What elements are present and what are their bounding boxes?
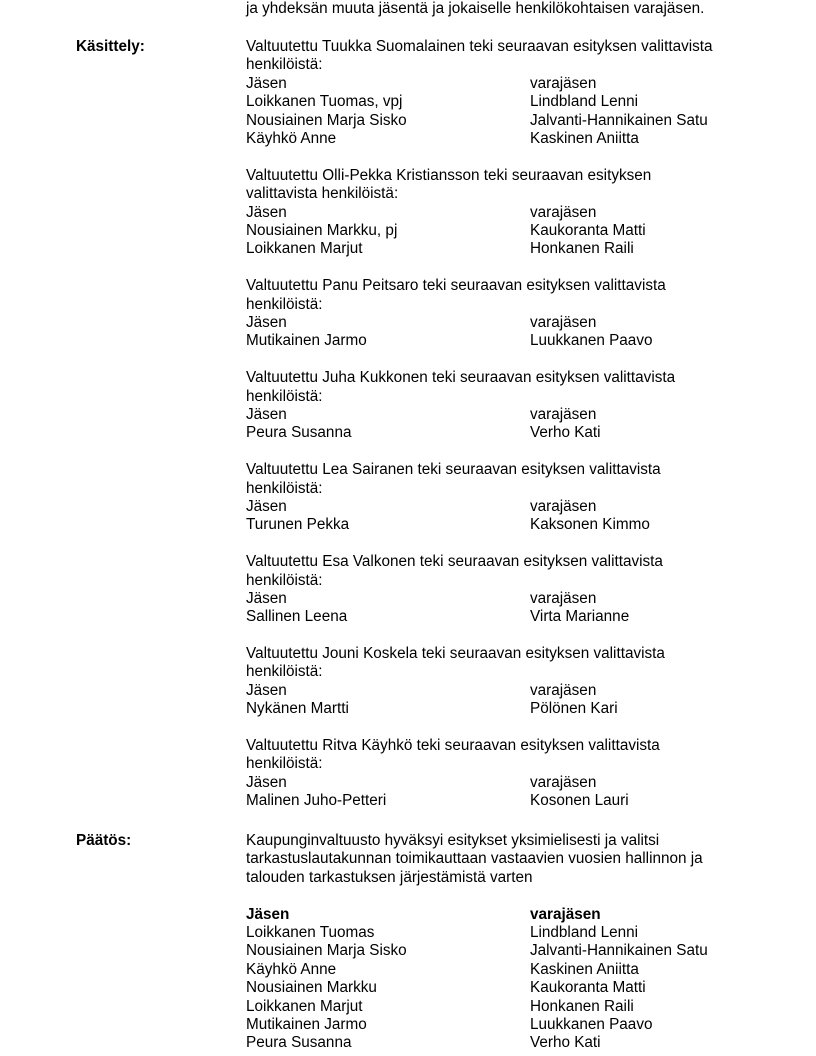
deputy-name: Verho Kati — [530, 424, 601, 442]
kasittely-label: Käsittely: — [76, 38, 145, 55]
member-name: Loikkanen Tuomas, vpj — [246, 93, 403, 111]
proposal-row — [246, 424, 766, 442]
proposal-block — [246, 38, 766, 148]
deputy-name: Honkanen Raili — [530, 240, 634, 258]
proposal-header-row — [246, 75, 766, 93]
member-header: Jäsen — [246, 773, 287, 791]
proposal-text: Valtuutettu Tuukka Suomalainen teki seuraavan esityksen valittavista henkilöistä: — [246, 38, 713, 74]
proposal-row — [246, 700, 766, 718]
decision-text: Kaupunginvaltuusto hyväksyi esitykset yksimielisesti ja valitsi tarkastuslautakunnan toimikauttaan vastaavien vuosien hallinnon ja talouden tarkastuksen järjestämistä varten — [246, 832, 703, 886]
proposal-text: Valtuutettu Ritva Käyhkö teki seuraavan esityksen valittavista henkilöistä: — [246, 737, 660, 773]
proposal-block — [246, 369, 766, 443]
deputy-header: varajäsen — [530, 681, 597, 699]
proposal-row — [246, 608, 766, 626]
decision-rows — [246, 924, 766, 1053]
deputy-name: Kosonen Lauri — [530, 792, 629, 810]
member-name: Peura Susanna — [246, 1034, 352, 1052]
proposal-header-row — [246, 774, 766, 792]
deputy-header: varajäsen — [530, 203, 597, 221]
member-name: Nykänen Martti — [246, 700, 349, 718]
member-name: Malinen Juho-Petteri — [246, 792, 387, 810]
proposal-block — [246, 167, 766, 259]
member-header: Jäsen — [246, 203, 287, 221]
proposal-row — [246, 93, 766, 111]
deputy-name: Virta Marianne — [530, 608, 630, 626]
member-header: Jäsen — [246, 589, 287, 607]
decision-row — [246, 998, 766, 1016]
member-header: Jäsen — [246, 405, 287, 423]
proposal-text: Valtuutettu Panu Peitsaro teki seuraavan esityksen valittavista henkilöistä: — [246, 277, 666, 313]
deputy-header: varajäsen — [530, 497, 597, 515]
deputy-name: Honkanen Raili — [530, 997, 634, 1015]
member-header: Jäsen — [246, 74, 287, 92]
member-name: Mutikainen Jarmo — [246, 332, 367, 350]
decision-header-row — [246, 906, 766, 924]
decision-row — [246, 1016, 766, 1034]
deputy-name: Pölönen Kari — [530, 700, 618, 718]
member-name: Loikkanen Marjut — [246, 997, 363, 1015]
member-name: Loikkanen Tuomas — [246, 924, 375, 941]
deputy-name: Kaskinen Aniitta — [530, 129, 639, 147]
member-name: Mutikainen Jarmo — [246, 1015, 367, 1033]
proposal-block — [246, 553, 766, 627]
member-header: Jäsen — [246, 905, 290, 923]
decision-row — [246, 1034, 766, 1052]
proposal-header-row — [246, 204, 766, 222]
member-header: Jäsen — [246, 681, 287, 699]
proposal-row — [246, 792, 766, 810]
member-name: Nousiainen Markku, pj — [246, 221, 398, 239]
proposal-header-row — [246, 590, 766, 608]
deputy-header: varajäsen — [530, 74, 597, 92]
paatos-section — [246, 832, 766, 1053]
member-name: Käyhkö Anne — [246, 960, 337, 978]
deputy-header: varajäsen — [530, 773, 597, 791]
proposal-header-row — [246, 314, 766, 332]
proposal-block — [246, 737, 766, 811]
decision-row — [246, 961, 766, 979]
proposal-block — [246, 461, 766, 535]
deputy-name: Luukkanen Paavo — [530, 1015, 653, 1033]
proposal-text: Valtuutettu Esa Valkonen teki seuraavan esityksen valittavista henkilöistä: — [246, 553, 663, 589]
paatos-label: Päätös: — [76, 832, 132, 849]
member-name: Nousiainen Marja Sisko — [246, 942, 407, 960]
deputy-name: Kaukoranta Matti — [530, 221, 646, 239]
proposal-row — [246, 332, 766, 350]
kasittely-section — [246, 38, 766, 829]
deputy-name: Kaskinen Aniitta — [530, 960, 639, 978]
proposal-block — [246, 645, 766, 719]
member-name: Peura Susanna — [246, 424, 352, 442]
proposal-header-row — [246, 406, 766, 424]
intro-line: ja yhdeksän muuta jäsentä ja jokaiselle henkilökohtaisen varajäsen. — [246, 0, 705, 17]
decision-row — [246, 979, 766, 997]
proposal-text: Valtuutettu Olli-Pekka Kristiansson teki seuraavan esityksen valittavista henkilöistä: — [246, 166, 652, 203]
proposal-block — [246, 277, 766, 351]
proposal-text: Valtuutettu Lea Sairanen teki seuraavan esityksen valittavista henkilöistä: — [246, 461, 661, 497]
proposal-row — [246, 222, 766, 240]
proposal-header-row — [246, 682, 766, 700]
member-name: Nousiainen Markku — [246, 979, 377, 997]
deputy-name: Jalvanti-Hannikainen Satu — [530, 111, 708, 129]
deputy-name: Verho Kati — [530, 1034, 601, 1052]
deputy-header: varajäsen — [530, 313, 597, 331]
deputy-name: Kaukoranta Matti — [530, 979, 646, 997]
proposal-text: Valtuutettu Jouni Koskela teki seuraavan esityksen valittavista henkilöistä: — [246, 645, 665, 681]
deputy-name: Luukkanen Paavo — [530, 332, 653, 350]
decision-row — [246, 942, 766, 960]
proposal-row — [246, 112, 766, 130]
decision-row — [246, 924, 766, 942]
deputy-header: varajäsen — [530, 905, 601, 923]
member-name: Turunen Pekka — [246, 516, 350, 534]
member-name: Sallinen Leena — [246, 608, 348, 626]
deputy-header: varajäsen — [530, 405, 597, 423]
member-header: Jäsen — [246, 497, 287, 515]
deputy-header: varajäsen — [530, 589, 597, 607]
proposal-row — [246, 130, 766, 148]
proposal-row — [246, 240, 766, 258]
member-name: Käyhkö Anne — [246, 129, 337, 147]
member-header: Jäsen — [246, 313, 287, 331]
proposal-text: Valtuutettu Juha Kukkonen teki seuraavan esityksen valittavista henkilöistä: — [246, 369, 676, 405]
deputy-name: Lindbland Lenni — [530, 924, 639, 941]
proposal-row — [246, 516, 766, 534]
deputy-name: Kaksonen Kimmo — [530, 516, 650, 534]
deputy-name: Jalvanti-Hannikainen Satu — [530, 942, 708, 960]
deputy-name: Lindbland Lenni — [530, 93, 639, 111]
member-name: Nousiainen Marja Sisko — [246, 111, 407, 129]
proposal-header-row — [246, 498, 766, 516]
member-name: Loikkanen Marjut — [246, 240, 363, 258]
